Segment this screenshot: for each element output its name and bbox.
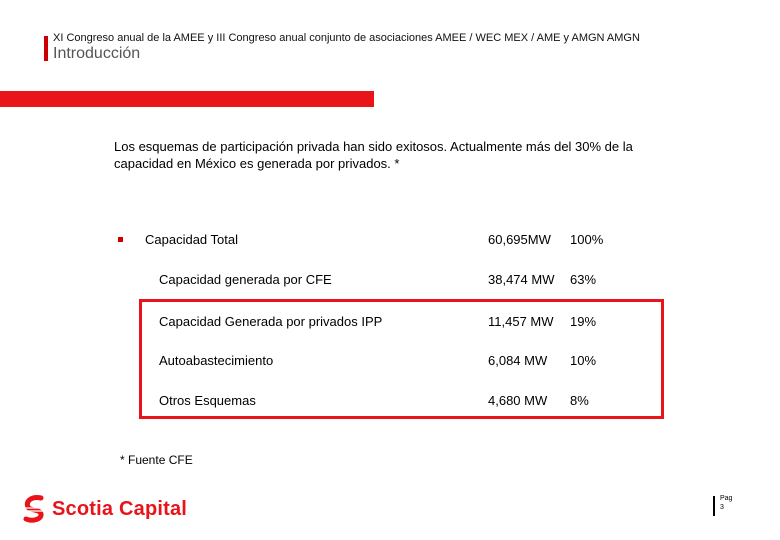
row-value: 4,680 MW	[488, 393, 548, 408]
scotia-capital-logo	[22, 494, 187, 524]
source-note: * Fuente CFE	[120, 453, 193, 467]
row-percent: 19%	[570, 314, 597, 329]
logo-text: Scotia Capital	[52, 497, 188, 520]
row-percent: 10%	[570, 353, 597, 368]
bullet-marker	[118, 237, 123, 242]
page-number: 3	[720, 504, 724, 511]
row-label: Capacidad generada por CFE	[159, 272, 332, 287]
header-accent-bar	[44, 36, 48, 61]
page-indicator-bar	[713, 496, 715, 516]
page-title: Introducción	[53, 45, 141, 62]
row-value: 38,474 MW	[488, 272, 555, 287]
capacity-total-value: 60,695MW	[488, 232, 551, 247]
scotia-logo-icon	[22, 494, 46, 524]
intro-paragraph: Los esquemas de participación privada han sido exitosos. Actualmente más del 30% de la capacidad en México es generada por privados. *	[114, 139, 633, 171]
conference-subtitle: XI Congreso anual de la AMEE y III Congreso anual conjunto de asociaciones AMEE / WEC MEX / AME y AMGN AMGN	[53, 32, 640, 44]
row-percent: 8%	[570, 393, 589, 408]
row-value: 11,457 MW	[488, 314, 554, 329]
capacity-total-label: Capacidad Total	[145, 232, 238, 247]
page-label: Pag	[720, 495, 733, 502]
capacity-total-percent: 100%	[570, 232, 604, 247]
row-value: 6,084 MW	[488, 353, 548, 368]
row-label: Capacidad Generada por privados IPP	[159, 314, 383, 329]
page-indicator	[720, 494, 732, 512]
private-capacity-highlight-box	[139, 299, 664, 419]
row-percent: 63%	[570, 272, 597, 287]
row-label: Otros Esquemas	[159, 393, 256, 408]
header-red-rule	[0, 91, 374, 107]
row-label: Autoabastecimiento	[159, 353, 274, 368]
